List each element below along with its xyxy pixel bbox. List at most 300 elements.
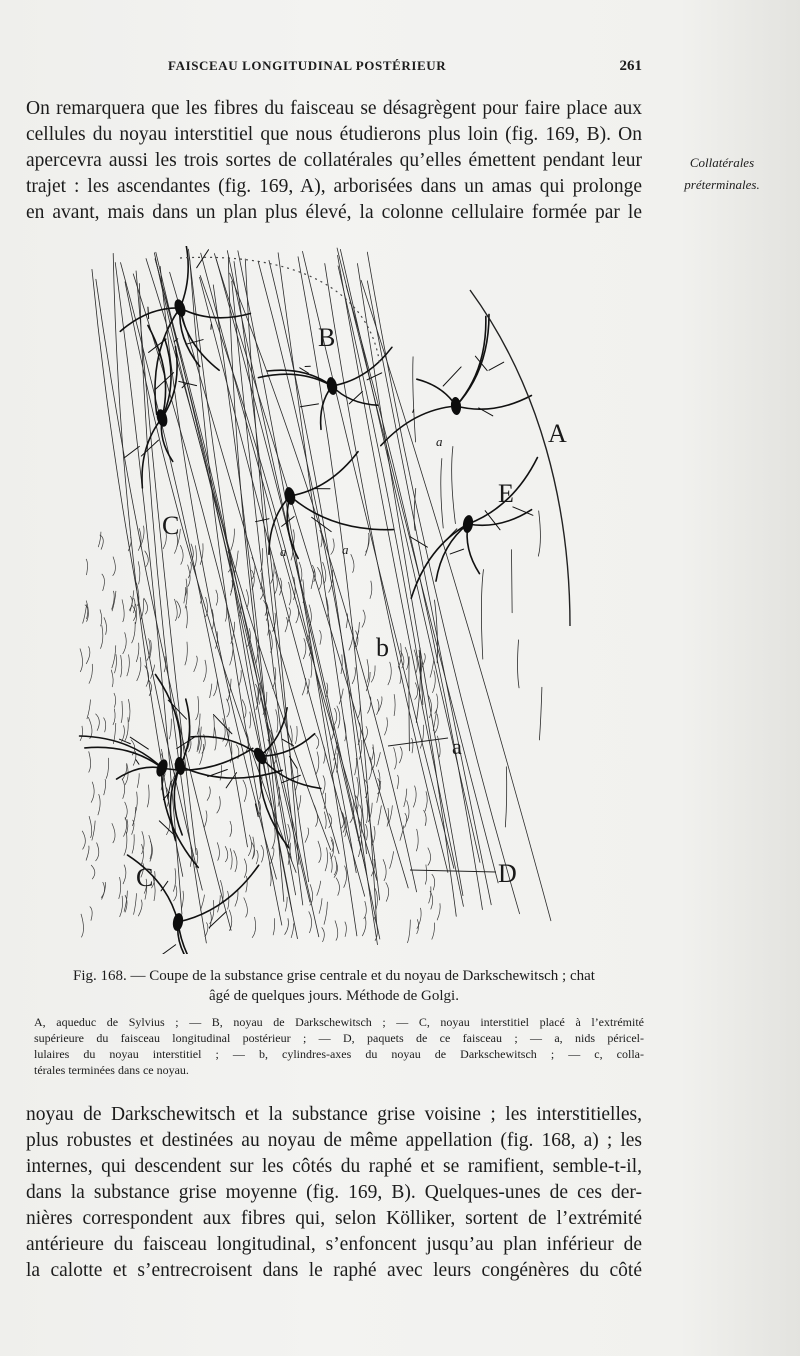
hatch-stroke — [86, 559, 87, 575]
hatch-stroke — [432, 670, 435, 692]
hatch-stroke — [386, 882, 389, 901]
nerve-fiber — [441, 459, 443, 529]
hatch-stroke — [326, 683, 327, 697]
hatch-stroke — [113, 557, 116, 576]
hatch-stroke — [323, 775, 325, 794]
hatch-stroke — [120, 896, 123, 917]
hatch-stroke — [185, 642, 188, 666]
hatch-stroke — [394, 694, 395, 716]
hatch-stroke — [428, 848, 431, 866]
hatch-stroke — [362, 917, 366, 936]
dendrite — [290, 496, 394, 530]
nerve-fiber — [133, 274, 292, 912]
hatch-stroke — [137, 657, 141, 681]
dendrite — [178, 865, 259, 922]
hatch-stroke — [213, 680, 217, 696]
hatch-stroke — [334, 856, 337, 875]
margin-note-line: préterminales. — [684, 177, 760, 192]
nerve-fiber — [340, 249, 480, 862]
hatch-stroke — [213, 716, 214, 739]
hatch-stroke — [200, 895, 204, 911]
hatch-stroke — [314, 805, 318, 827]
hatch-stroke — [376, 752, 380, 766]
hatch-stroke — [405, 647, 408, 670]
dendrite — [381, 406, 456, 446]
figure-label-c-upper: C — [162, 511, 180, 540]
hatch-stroke — [91, 782, 94, 803]
dendrite-branch — [125, 446, 140, 457]
hatch-stroke — [188, 565, 191, 587]
hatch-stroke — [285, 897, 287, 912]
hatch-stroke — [334, 861, 338, 877]
hatch-stroke — [425, 865, 426, 885]
figure-label-b-lower: b — [376, 633, 389, 662]
dendrite — [80, 736, 162, 768]
nerve-fiber — [367, 281, 491, 905]
hatch-stroke — [256, 850, 258, 864]
hatch-stroke — [246, 876, 247, 892]
hatch-stroke — [132, 622, 136, 643]
pointer-line-d — [410, 870, 496, 872]
nerve-fiber — [518, 640, 520, 688]
hatch-stroke — [430, 659, 434, 678]
text-line: nières correspondent aux fibres qui, selon Kölliker, sortent de l’extrémité — [26, 1208, 642, 1229]
hatch-stroke — [288, 582, 291, 605]
hatch-stroke — [217, 842, 219, 860]
nerve-fiber — [539, 687, 541, 740]
dendrite-branch — [157, 945, 176, 954]
nerve-fiber — [357, 264, 462, 896]
hatch-stroke — [243, 780, 247, 802]
dendrite-branch — [213, 715, 231, 734]
hatch-stroke — [405, 813, 407, 827]
hatch-stroke — [360, 805, 362, 824]
hatch-stroke — [357, 622, 360, 639]
hatch-stroke — [302, 678, 306, 695]
hatch-stroke — [358, 701, 361, 718]
hatch-stroke — [216, 590, 218, 606]
text-line: cellules du noyau interstitiel que nous étudierons plus loin (fig. 169, B). On — [26, 124, 642, 145]
dotted-boundary — [180, 257, 380, 366]
dendrite — [411, 524, 468, 598]
legend-line: lulaires du noyau interstitiel ; — b, cylindres-axes du noyau de Darkschewitsch ; — c, colla- — [34, 1047, 644, 1061]
dendrite — [180, 766, 282, 778]
nerve-fiber — [338, 266, 456, 916]
hatch-stroke — [334, 742, 338, 760]
hatch-stroke — [119, 877, 121, 899]
figure-label-b-upper: B — [318, 323, 336, 352]
hatch-stroke — [316, 752, 319, 775]
hatch-stroke — [376, 699, 378, 715]
dendrite-branch — [197, 250, 209, 268]
hatch-stroke — [173, 868, 175, 891]
hatch-stroke — [323, 562, 326, 584]
hatch-stroke — [169, 719, 171, 740]
figure-legend — [34, 1014, 644, 1078]
hatch-stroke — [366, 672, 370, 691]
hatch-stroke — [194, 656, 198, 672]
hatch-stroke — [429, 886, 431, 903]
dendrite-branch — [226, 773, 236, 788]
hatch-stroke — [196, 696, 199, 720]
running-title: FAISCEAU LONGITUDINAL POSTÉRIEUR — [168, 58, 447, 73]
hatch-stroke — [174, 599, 177, 621]
hatch-stroke — [144, 598, 148, 614]
dendrite-branch — [485, 511, 500, 530]
hatch-stroke — [147, 785, 149, 808]
hatch-stroke — [88, 717, 92, 739]
figure-label-a-small: a — [280, 544, 287, 559]
nerve-fiber — [115, 262, 182, 914]
figure-label-a-small: a — [342, 542, 349, 557]
hatch-stroke — [334, 708, 337, 725]
hatch-stroke — [102, 574, 105, 591]
hatch-stroke — [89, 751, 91, 772]
hatch-stroke — [311, 656, 312, 677]
hatch-stroke — [364, 901, 367, 919]
hatch-stroke — [180, 545, 183, 564]
hatch-stroke — [322, 927, 325, 942]
dendrite — [179, 246, 188, 308]
figure-label-e: E — [498, 479, 514, 508]
hatch-stroke — [122, 599, 124, 622]
hatch-stroke — [96, 843, 99, 861]
hatch-stroke — [128, 699, 130, 722]
hatch-stroke — [296, 606, 299, 623]
text-line: noyau de Darkschewitsch et la substance grise voisine ; les interstitielles, — [26, 1104, 642, 1125]
nerve-fiber — [511, 550, 512, 613]
hatch-stroke — [228, 891, 229, 909]
hatch-stroke — [207, 786, 210, 800]
hatch-stroke — [435, 714, 439, 734]
hatch-stroke — [217, 796, 221, 813]
hatch-stroke — [248, 835, 251, 856]
hatch-stroke — [100, 610, 102, 627]
hatch-stroke — [104, 617, 107, 634]
hatch-stroke — [389, 805, 392, 823]
hatch-stroke — [345, 922, 347, 937]
dendrite — [456, 314, 489, 406]
nerve-fiber — [413, 357, 416, 442]
nerve-fiber — [538, 511, 540, 556]
dendrite — [178, 922, 223, 954]
hatch-stroke — [186, 606, 187, 628]
hatch-stroke — [252, 557, 255, 579]
hatch-stroke — [101, 882, 104, 898]
hatch-stroke — [230, 848, 232, 869]
hatch-stroke — [92, 821, 95, 841]
text-line: antérieure du faisceau longitudinal, s’enfoncent jusqu’au plan inférieur de — [26, 1234, 642, 1255]
hatch-stroke — [285, 617, 288, 632]
nerve-fiber — [367, 252, 519, 914]
hatch-stroke — [295, 726, 297, 744]
hatch-stroke — [91, 865, 95, 879]
hatch-stroke — [231, 529, 235, 551]
hatch-stroke — [404, 789, 407, 807]
legend-line: A, aqueduc de Sylvius ; — B, noyau de Darkschewitsch ; — C, noyau interstitiel placé à l’extrémité — [34, 1015, 644, 1029]
hatch-stroke — [203, 660, 206, 682]
hatch-stroke — [123, 632, 127, 653]
hatch-stroke — [82, 831, 85, 850]
hatch-stroke — [239, 670, 241, 685]
hatch-stroke — [106, 758, 108, 779]
hatch-stroke — [324, 812, 326, 829]
dendrite-branch — [136, 760, 139, 764]
hatch-stroke — [397, 775, 398, 789]
hatch-stroke — [225, 846, 228, 862]
margin-note — [662, 152, 782, 196]
nerve-fiber — [452, 446, 456, 523]
hatch-stroke — [383, 859, 386, 881]
hatch-stroke — [122, 725, 125, 741]
caption-title: âgé de quelques jours. Méthode de Golgi. — [209, 988, 459, 1004]
hatch-stroke — [432, 874, 435, 890]
nerve-fiber — [338, 255, 464, 906]
hatch-stroke — [112, 645, 116, 668]
hatch-stroke — [86, 646, 90, 664]
dendrite-branch — [450, 549, 463, 554]
nerve-fiber — [505, 767, 506, 827]
hatch-stroke — [214, 727, 216, 750]
hatch-stroke — [86, 846, 89, 861]
hatch-stroke — [317, 567, 321, 589]
hatch-stroke — [355, 758, 357, 775]
hatch-stroke — [437, 903, 440, 920]
dendrite-branch — [148, 307, 149, 319]
hatch-stroke — [407, 920, 410, 943]
hatch-stroke — [137, 773, 139, 788]
hatch-stroke — [114, 693, 116, 708]
hatch-stroke — [121, 655, 122, 677]
figure-label-a-lower: a — [452, 734, 462, 759]
hatch-stroke — [285, 918, 289, 935]
hatch-stroke — [374, 917, 377, 941]
hatch-stroke — [145, 551, 149, 567]
hatch-stroke — [184, 587, 186, 603]
hatch-stroke — [317, 881, 321, 896]
figure-label-a-small: a — [436, 434, 443, 449]
hatch-stroke — [229, 910, 232, 931]
hatch-stroke — [230, 821, 232, 837]
hatch-stroke — [272, 828, 275, 849]
hatch-stroke — [425, 791, 427, 811]
text-line: en avant, mais dans un plan plus élevé, la colonne cellulaire formée par le — [26, 202, 642, 223]
hatch-stroke — [89, 816, 92, 838]
dendrite-branch — [300, 404, 318, 407]
hatch-stroke — [138, 900, 142, 917]
hatch-stroke — [199, 744, 203, 765]
hatch-stroke — [424, 810, 427, 826]
hatch-stroke — [352, 667, 355, 684]
hatch-stroke — [80, 649, 83, 672]
hatch-stroke — [291, 923, 294, 938]
text-line: la calotte et s’entrecroisent dans le raphé avec leurs congénères du côté — [26, 1260, 642, 1281]
text-line: dans la substance grise moyenne (fig. 169, B). Quelques-unes de ces der- — [26, 1182, 642, 1203]
hatch-stroke — [305, 828, 309, 843]
hatch-stroke — [388, 662, 391, 685]
hatch-stroke — [140, 599, 143, 621]
hatch-stroke — [324, 747, 326, 764]
hatch-stroke — [98, 532, 101, 547]
hatch-stroke — [125, 717, 128, 741]
hatch-stroke — [319, 898, 322, 913]
text-line: plus robustes et destinées au noyau de même appellation (fig. 168, a) ; les — [26, 1130, 642, 1151]
hatch-stroke — [98, 794, 100, 815]
hatch-stroke — [123, 865, 126, 884]
nerve-fiber — [481, 570, 483, 660]
hatch-stroke — [244, 898, 248, 918]
hatch-stroke — [121, 701, 122, 723]
dendrite-branch — [489, 362, 504, 370]
hatch-stroke — [261, 845, 264, 862]
hatch-stroke — [315, 734, 319, 749]
hatch-stroke — [398, 666, 401, 684]
hatch-stroke — [364, 726, 367, 741]
hatch-stroke — [134, 893, 137, 914]
hatch-stroke — [335, 921, 338, 941]
figure-label-d: D — [498, 859, 517, 888]
paragraph-top — [26, 96, 642, 226]
dendrite — [417, 379, 456, 406]
hatch-stroke — [372, 744, 374, 759]
hatch-stroke — [174, 885, 177, 901]
page-number: 261 — [619, 58, 642, 74]
neuron-cell-body — [172, 912, 185, 931]
dendrite — [456, 396, 531, 410]
hatch-stroke — [273, 918, 275, 935]
hatch-stroke — [235, 551, 238, 573]
hatch-stroke — [365, 824, 367, 840]
hatch-stroke — [252, 917, 256, 938]
hatch-stroke — [357, 777, 359, 800]
figure-illustration — [70, 246, 600, 954]
margin-note-line: Collatérales — [689, 155, 755, 170]
caption-title: Fig. 168. — Coupe de la substance grise centrale et du noyau de Darkschewitsch ; chat — [73, 968, 595, 984]
hatch-stroke — [298, 795, 300, 810]
hatch-stroke — [90, 906, 92, 920]
hatch-stroke — [394, 747, 397, 769]
hatch-stroke — [362, 610, 365, 628]
text-line: trajet : les ascendantes (fig. 169, A), arborisées dans un amas qui prolonge — [26, 176, 642, 197]
hatch-stroke — [344, 866, 347, 888]
figure-caption — [26, 966, 642, 1006]
hatch-stroke — [413, 786, 416, 808]
hatch-stroke — [87, 700, 91, 720]
hatch-stroke — [89, 664, 93, 684]
paragraph-bottom — [26, 1102, 642, 1284]
hatch-stroke — [149, 835, 152, 859]
text-line: internes, qui descendent sur les côtés du raphé et se ramifient, semble-t-il, — [26, 1156, 642, 1177]
hatch-stroke — [411, 738, 413, 753]
page-header — [168, 58, 642, 80]
hatch-stroke — [132, 834, 134, 853]
hatch-stroke — [331, 538, 334, 554]
hatch-stroke — [390, 851, 394, 868]
hatch-stroke — [378, 805, 381, 825]
hatch-stroke — [270, 848, 273, 864]
hatch-stroke — [351, 554, 354, 573]
dendrite-branch — [443, 367, 461, 386]
hatch-stroke — [250, 712, 251, 729]
hatch-stroke — [324, 902, 327, 925]
hatch-stroke — [225, 601, 227, 621]
hatch-stroke — [399, 747, 402, 764]
hatch-stroke — [400, 825, 404, 840]
hatch-stroke — [127, 654, 130, 676]
nerve-fiber — [96, 279, 231, 930]
hatch-stroke — [104, 779, 106, 795]
hatch-stroke — [226, 699, 229, 717]
hatch-stroke — [136, 643, 139, 662]
dendrite-branch — [177, 736, 196, 748]
hatch-stroke — [337, 706, 340, 729]
nerve-fiber — [346, 286, 482, 910]
figure-label-c-lower: C — [136, 863, 154, 892]
dendrite — [468, 510, 532, 526]
hatch-stroke — [210, 684, 212, 698]
hatch-stroke — [311, 569, 314, 589]
hatch-stroke — [416, 829, 418, 851]
dendrite-branch — [141, 440, 158, 456]
hatch-stroke — [415, 682, 418, 699]
hatch-stroke — [319, 630, 321, 644]
hatch-stroke — [103, 718, 105, 733]
hatch-stroke — [111, 670, 113, 687]
hatch-stroke — [96, 714, 100, 731]
hatch-stroke — [309, 911, 312, 933]
hatch-stroke — [430, 891, 433, 909]
hatch-stroke — [113, 709, 115, 725]
legend-line: térales terminées dans ce noyau. — [34, 1063, 189, 1077]
hatch-stroke — [125, 802, 128, 819]
hatch-stroke — [336, 878, 339, 896]
hatch-stroke — [371, 665, 375, 682]
hatch-stroke — [330, 853, 332, 873]
hatch-stroke — [244, 859, 246, 878]
hatch-stroke — [129, 596, 132, 611]
hatch-stroke — [112, 823, 115, 843]
figure-label-a-upper: A — [548, 419, 567, 448]
hatch-stroke — [204, 811, 207, 828]
hatch-stroke — [318, 841, 321, 863]
hatch-stroke — [370, 581, 372, 599]
hatch-stroke — [138, 561, 140, 584]
hatch-stroke — [83, 604, 87, 623]
text-line: On remarquera que les fibres du faisceau se désagrègent pour faire place aux — [26, 98, 642, 119]
neuron-cell-body — [174, 756, 186, 775]
hatch-stroke — [325, 847, 327, 871]
hatch-stroke — [290, 726, 292, 747]
nerve-fiber — [139, 284, 206, 943]
text-line: apercevra aussi les trois sortes de collatérales qu’elles émettent pendant leur — [26, 150, 642, 171]
dendrite — [290, 452, 358, 496]
dendrite — [332, 386, 378, 405]
hatch-stroke — [269, 863, 271, 886]
hatch-stroke — [80, 726, 83, 741]
hatch-stroke — [432, 923, 435, 940]
hatch-stroke — [296, 768, 298, 791]
hatch-stroke — [234, 850, 237, 872]
hatch-stroke — [367, 659, 369, 682]
hatch-stroke — [287, 824, 290, 847]
dendrite — [267, 370, 332, 386]
hatch-stroke — [435, 694, 438, 714]
hatch-stroke — [122, 764, 127, 780]
neuron-cell-body — [462, 514, 475, 533]
hatch-stroke — [141, 844, 143, 864]
legend-line: supérieure du faisceau longitudinal postérieur ; — D, paquets de ce faisceau ; — a, nids péricel- — [34, 1031, 644, 1045]
hatch-stroke — [142, 831, 145, 854]
